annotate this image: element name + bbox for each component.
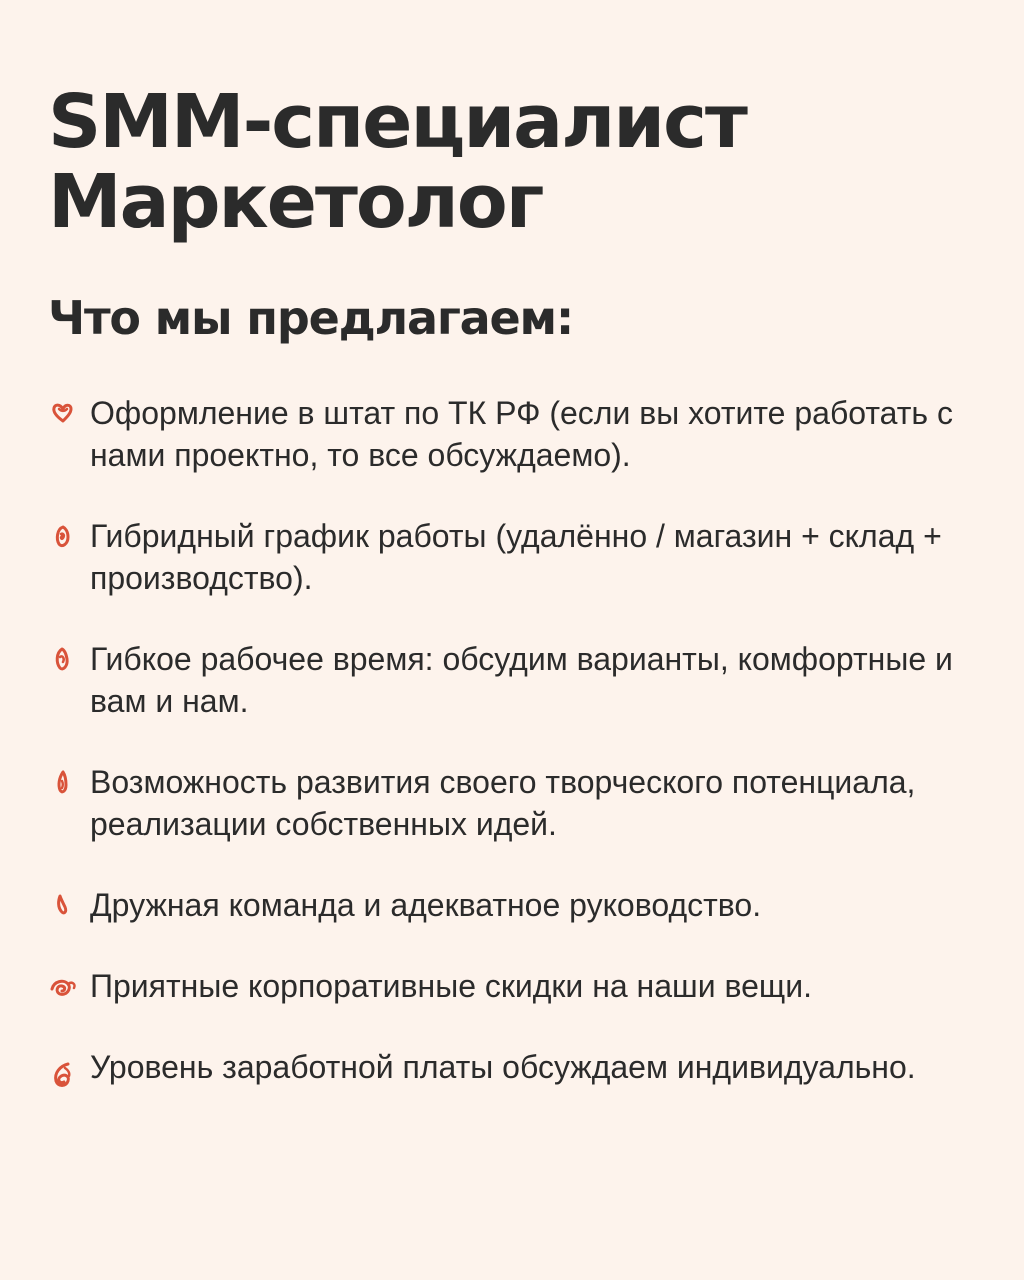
heart-doodle-icon (48, 398, 78, 428)
scribble-loop-icon (48, 644, 78, 674)
benefit-text: Оформление в штат по ТК РФ (если вы хотите работать с нами проектно, то все обсуждаемо). (90, 395, 953, 473)
section-heading: Что мы предлагаем: (48, 291, 574, 345)
benefit-text: Возможность развития своего творческого потенциала, реализации собственных идей. (90, 764, 916, 842)
benefit-text: Гибкое рабочее время: обсудим варианты, комфортные и вам и нам. (90, 641, 953, 719)
page-title (48, 79, 746, 245)
benefit-text: Гибридный график работы (удалённо / магазин + склад + производство). (90, 518, 942, 596)
scribble-drop-icon (48, 767, 78, 797)
scribble-swirl-icon (48, 971, 78, 1001)
benefit-text: Приятные корпоративные скидки на наши вещи. (90, 968, 812, 1004)
scribble-drop-icon (48, 890, 78, 920)
benefit-text: Дружная команда и адекватное руководство. (90, 887, 762, 923)
benefit-text: Уровень заработной платы обсуждаем индивидуально. (90, 1049, 916, 1085)
title-line-2: Маркетолог (48, 159, 543, 245)
title-line-1: SMM-специалист (48, 79, 746, 165)
scribble-loop-icon (48, 521, 78, 551)
scribble-swirl-icon (48, 1060, 78, 1090)
